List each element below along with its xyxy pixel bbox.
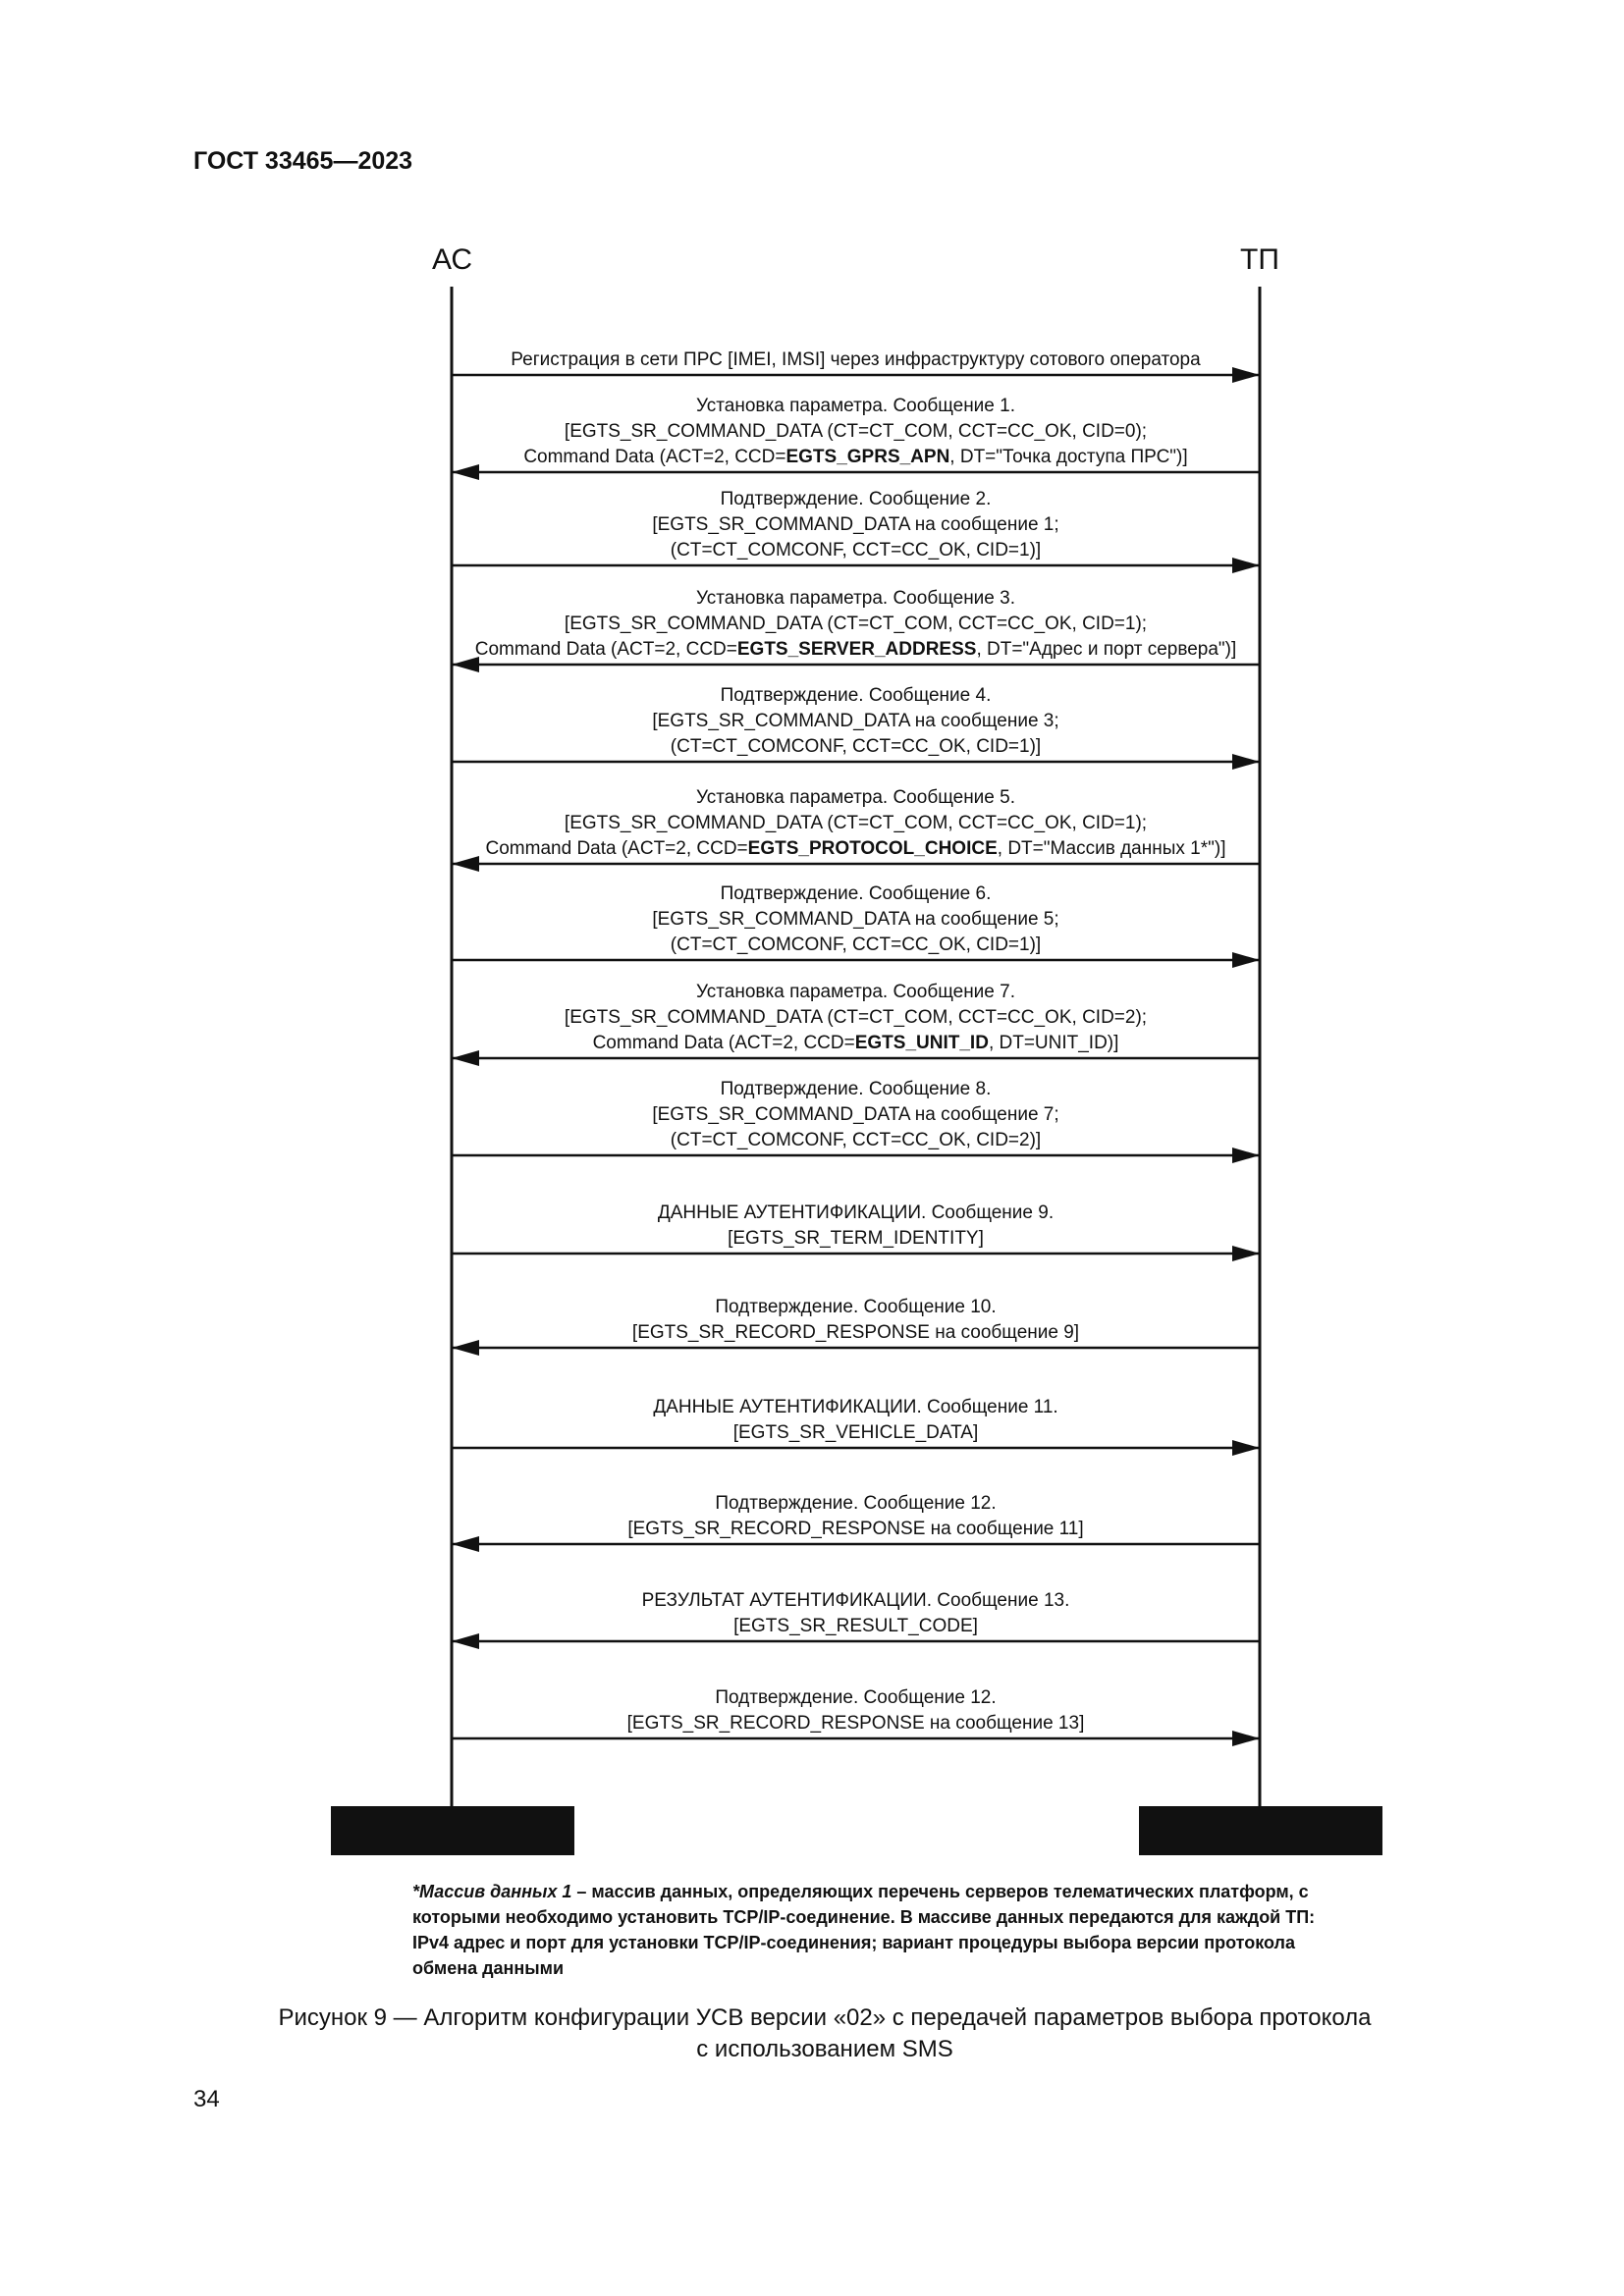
message-label-line	[696, 982, 1015, 1002]
message-13	[452, 1493, 1260, 1552]
message-label-line	[696, 396, 1015, 416]
message-label-text: , DT="Точка доступа ПРС")]	[949, 447, 1188, 467]
message-label-text: (CT=CT_COMCONF, CCT=CC_OK, CID=1)]	[670, 736, 1042, 757]
message-label-line	[721, 685, 992, 706]
arrowhead-left-icon	[452, 464, 479, 480]
message-label-line	[565, 1007, 1147, 1028]
message-11	[452, 1297, 1260, 1356]
message-label-text: Подтверждение. Сообщение 6.	[720, 883, 992, 904]
arrowhead-right-icon	[1232, 754, 1260, 770]
message-label-line	[696, 588, 1015, 609]
message-1	[452, 349, 1260, 383]
message-14	[452, 1590, 1260, 1649]
message-label-line	[671, 934, 1041, 955]
message-label-text: Регистрация в сети ПРС [IMEI, IMSI] через инфраструктуру сотового оператора	[511, 349, 1201, 370]
message-label-text: [EGTS_SR_COMMAND_DATA (CT=CT_COM, CCT=CC_OK, CID=2);	[564, 1007, 1148, 1028]
message-label-text: [EGTS_SR_COMMAND_DATA (CT=CT_COM, CCT=CC_OK, CID=1);	[564, 813, 1148, 833]
message-label-text: Установка параметра. Сообщение 3.	[696, 588, 1015, 609]
message-label-text: Подтверждение. Сообщение 12.	[715, 1687, 997, 1708]
message-label-text: (CT=CT_COMCONF, CCT=CC_OK, CID=1)]	[670, 934, 1042, 955]
message-3	[452, 489, 1260, 573]
lifeline-end-block-as	[331, 1806, 574, 1855]
caption-line-2: с использованием SMS	[696, 2036, 953, 2062]
message-label-line	[653, 1397, 1057, 1417]
message-label-line	[721, 883, 992, 904]
message-label-text: [EGTS_SR_RECORD_RESPONSE на сообщение 13]	[626, 1713, 1085, 1734]
arrowhead-left-icon	[452, 1633, 479, 1649]
message-label-line	[475, 639, 1237, 660]
message-label-text: [EGTS_SR_COMMAND_DATA на сообщение 7;	[652, 1104, 1059, 1125]
arrowhead-right-icon	[1232, 367, 1260, 383]
message-label-text: Установка параметра. Сообщение 5.	[696, 787, 1015, 808]
arrowhead-right-icon	[1232, 558, 1260, 573]
message-label-text: (CT=CT_COMCONF, CCT=CC_OK, CID=1)]	[670, 540, 1042, 561]
arrowhead-right-icon	[1232, 1148, 1260, 1163]
arrowhead-left-icon	[452, 1536, 479, 1552]
message-label-line	[627, 1519, 1083, 1539]
message-label-text: , DT="Адрес и порт сервера")]	[976, 639, 1237, 660]
arrowhead-left-icon	[452, 856, 479, 872]
message-label-text: Подтверждение. Сообщение 12.	[715, 1493, 997, 1514]
message-8	[452, 982, 1260, 1066]
message-label-text: [EGTS_SR_COMMAND_DATA на сообщение 1;	[652, 514, 1059, 535]
message-label-line	[671, 540, 1041, 561]
message-label-text: ДАННЫЕ АУТЕНТИФИКАЦИИ. Сообщение 9.	[657, 1202, 1055, 1223]
message-label-code: EGTS_GPRS_APN	[785, 447, 950, 467]
figure-caption	[236, 2002, 1414, 2065]
message-label-line	[652, 711, 1058, 731]
message-label-text: (CT=CT_COMCONF, CCT=CC_OK, CID=2)]	[670, 1130, 1042, 1150]
message-label-text: ДАННЫЕ АУТЕНТИФИКАЦИИ. Сообщение 11.	[653, 1397, 1058, 1417]
message-label-line	[671, 736, 1041, 757]
message-label-line	[715, 1493, 996, 1514]
message-label-line	[652, 514, 1058, 535]
message-label-line	[642, 1590, 1070, 1611]
message-label-line	[593, 1033, 1119, 1053]
message-label-text: Установка параметра. Сообщение 7.	[696, 982, 1015, 1002]
message-label-line	[721, 1079, 992, 1099]
arrowhead-right-icon	[1232, 1246, 1260, 1261]
message-15	[452, 1687, 1260, 1746]
lifeline-end-block-tp	[1139, 1806, 1382, 1855]
message-label-text: Подтверждение. Сообщение 2.	[720, 489, 992, 509]
message-label-text: , DT="Массив данных 1*")]	[997, 838, 1226, 859]
arrowhead-left-icon	[452, 1050, 479, 1066]
arrowhead-left-icon	[452, 1340, 479, 1356]
message-label-line	[733, 1616, 978, 1636]
lane-label-as: АС	[432, 243, 473, 276]
lane-label-tp: ТП	[1240, 243, 1279, 276]
message-label-line	[671, 1130, 1041, 1150]
message-label-code: EGTS_SERVER_ADDRESS	[736, 639, 977, 660]
message-5	[452, 685, 1260, 770]
arrowhead-right-icon	[1232, 952, 1260, 968]
message-label-text: [EGTS_SR_COMMAND_DATA (CT=CT_COM, CCT=CC_OK, CID=0);	[564, 421, 1148, 442]
message-label-line	[728, 1228, 984, 1249]
message-9	[452, 1079, 1260, 1163]
message-label-code: EGTS_PROTOCOL_CHOICE	[747, 838, 998, 859]
message-label-line	[658, 1202, 1054, 1223]
message-6	[452, 787, 1260, 872]
footnote-text: – массив данных, определяющих перечень серверов телематических платформ, с которыми необходимо установить TCP/IP-соединение. В массиве данных передаются для каждой ТП: IPv4 адрес и порт для установки TCP/IP-соединения; вариант процедуры выбора версии протокола обмена данными	[412, 1882, 1316, 1978]
message-label-text: [EGTS_SR_RECORD_RESPONSE на сообщение 11]	[627, 1519, 1084, 1539]
message-7	[452, 883, 1260, 968]
message-label-text: , DT=UNIT_ID)]	[988, 1033, 1119, 1053]
message-label-line	[652, 909, 1058, 930]
message-label-line	[696, 787, 1015, 808]
message-2	[452, 396, 1260, 480]
message-label-text: Command Data (ACT=2, CCD=	[474, 639, 737, 660]
arrowhead-right-icon	[1232, 1440, 1260, 1456]
message-12	[452, 1397, 1260, 1456]
message-label-text: Подтверждение. Сообщение 10.	[715, 1297, 997, 1317]
message-label-line	[486, 838, 1226, 859]
message-4	[452, 588, 1260, 672]
message-label-text: [EGTS_SR_TERM_IDENTITY]	[728, 1228, 984, 1249]
message-label-line	[733, 1422, 979, 1443]
message-label-line	[715, 1297, 996, 1317]
message-label-text: [EGTS_SR_RECORD_RESPONSE на сообщение 9]	[631, 1322, 1080, 1343]
footnote-term: *Массив данных 1	[412, 1882, 572, 1901]
message-label-text: [EGTS_SR_RESULT_CODE]	[733, 1616, 978, 1636]
message-label-text: Подтверждение. Сообщение 8.	[720, 1079, 992, 1099]
message-label-line	[565, 614, 1147, 634]
message-label-text: Установка параметра. Сообщение 1.	[696, 396, 1015, 416]
message-label-text: [EGTS_SR_COMMAND_DATA на сообщение 5;	[652, 909, 1059, 930]
caption-line-1: Рисунок 9 — Алгоритм конфигурации УСВ версии «02» с передачей параметров выбора протокола	[278, 2004, 1372, 2031]
arrowhead-right-icon	[1232, 1731, 1260, 1746]
message-label-line	[715, 1687, 996, 1708]
message-label-text: [EGTS_SR_COMMAND_DATA (CT=CT_COM, CCT=CC_OK, CID=1);	[564, 614, 1148, 634]
message-label-text: Command Data (ACT=2, CCD=	[485, 838, 748, 859]
footnote	[412, 1879, 1335, 1981]
message-label-line	[632, 1322, 1079, 1343]
page-number: 34	[193, 2086, 220, 2112]
message-label-text: [EGTS_SR_VEHICLE_DATA]	[732, 1422, 979, 1443]
message-10	[452, 1202, 1260, 1261]
message-label-text: [EGTS_SR_COMMAND_DATA на сообщение 3;	[652, 711, 1059, 731]
message-label-line	[627, 1713, 1085, 1734]
document-code: ГОСТ 33465—2023	[193, 147, 413, 175]
message-label-line	[721, 489, 992, 509]
message-label-line	[565, 813, 1147, 833]
message-label-text: Command Data (ACT=2, CCD=	[592, 1033, 855, 1053]
message-label-line	[652, 1104, 1058, 1125]
message-label-text: РЕЗУЛЬТАТ АУТЕНТИФИКАЦИИ. Сообщение 13.	[641, 1590, 1070, 1611]
message-label-line	[511, 349, 1201, 370]
message-label-line	[565, 421, 1147, 442]
message-label-code: EGTS_UNIT_ID	[854, 1033, 989, 1053]
message-label-line	[523, 447, 1187, 467]
message-label-text: Command Data (ACT=2, CCD=	[523, 447, 786, 467]
message-label-text: Подтверждение. Сообщение 4.	[720, 685, 992, 706]
